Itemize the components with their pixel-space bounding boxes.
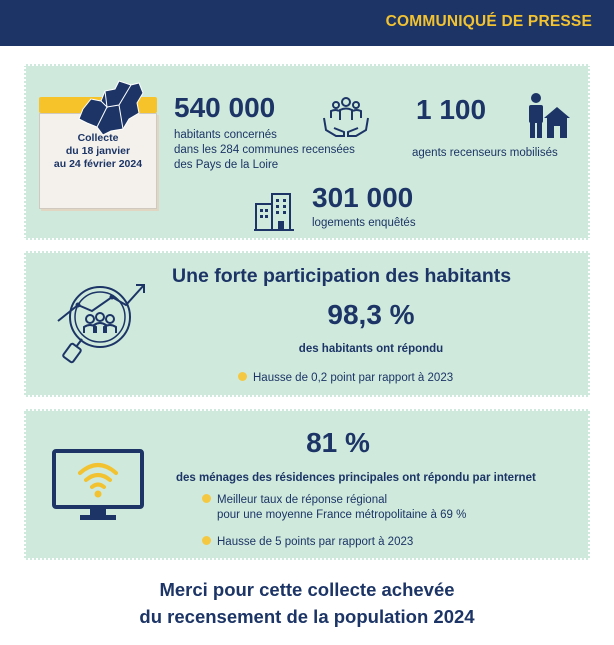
participation-title: Une forte participation des habitants — [172, 265, 512, 287]
closing-message: Merci pour cette collecte achevée du recensement de la population 2024 — [139, 579, 475, 627]
logements-value: 301 000 — [312, 182, 414, 213]
internet-caption: des ménages des résidences principales ont répondu par internet — [176, 472, 536, 484]
stats-panel — [24, 64, 590, 240]
participation-caption: des habitants ont répondu — [298, 343, 444, 355]
logements-label: logements enquêtés — [312, 217, 416, 229]
habitants-value: 540 000 — [174, 92, 276, 123]
collecte-dates: Collecte du 18 janvier au 24 février 2024 — [53, 132, 143, 170]
calendar-graphic — [39, 97, 157, 207]
header-title: COMMUNIQUÉ DE PRESSE — [385, 13, 592, 30]
bullet-dot — [202, 536, 211, 545]
bullet-dot — [238, 372, 247, 381]
participation-panel — [24, 251, 590, 397]
internet-bullet-1: Meilleur taux de réponse régional pour une moyenne France métropolitaine à 69 % — [202, 493, 466, 523]
participation-value: 98,3 % — [327, 299, 415, 330]
community-hands-icon — [322, 96, 370, 140]
participation-bullet: Hausse de 0,2 point par rapport à 2023 — [238, 371, 453, 386]
agent-house-icon — [526, 92, 570, 140]
internet-bullet-2: Hausse de 5 points par rapport à 2023 — [202, 535, 413, 550]
internet-panel — [24, 409, 590, 560]
bullet-dot — [202, 494, 211, 503]
agents-label: agents recenseurs mobilisés — [412, 147, 558, 159]
press-header — [0, 0, 614, 46]
monitor-wifi-icon — [52, 449, 144, 523]
habitants-text: habitants concernés dans les 284 communes recensées des Pays de la Loire — [174, 129, 355, 171]
internet-value: 81 % — [306, 427, 370, 458]
agents-value: 1 100 — [416, 94, 487, 125]
region-map-icon — [73, 79, 145, 135]
buildings-icon — [254, 190, 294, 232]
